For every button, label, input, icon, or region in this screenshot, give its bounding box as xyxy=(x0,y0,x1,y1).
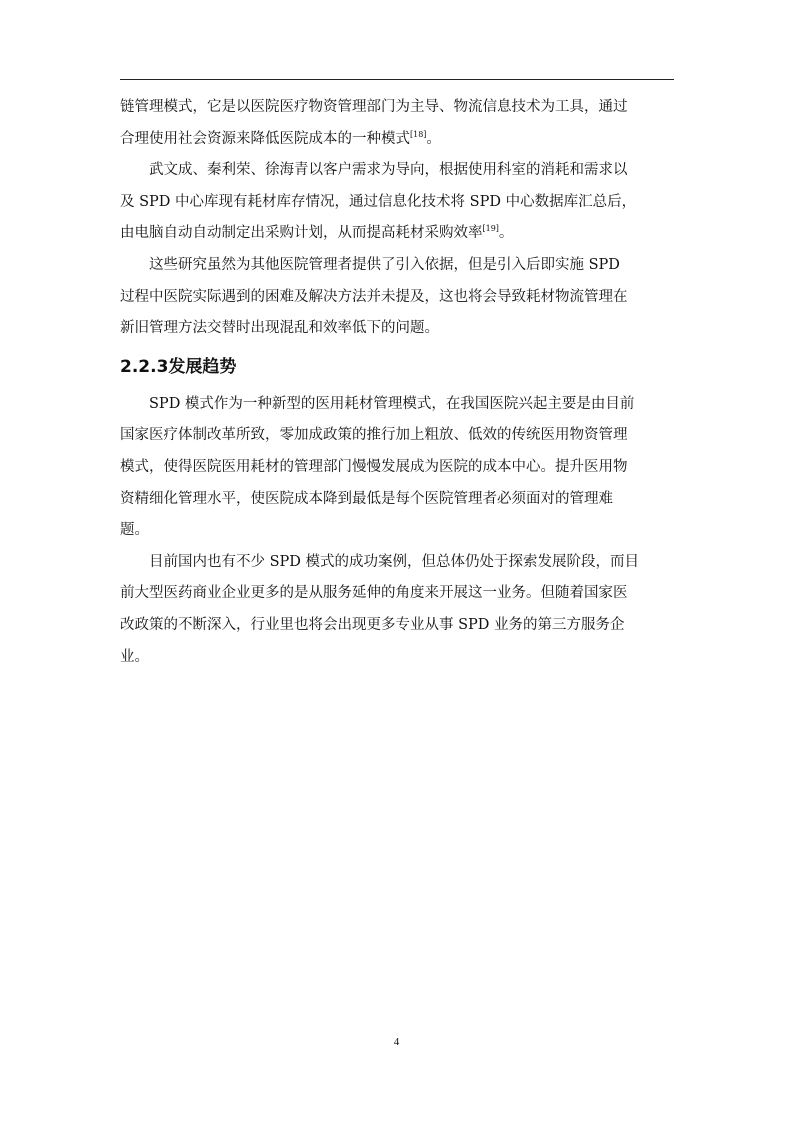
text-line xyxy=(120,578,674,610)
text-line xyxy=(120,642,674,674)
line-text: 模式，使得医院医用耗材的管理部门慢慢发展成为医院的成本中心。提升医用物 xyxy=(120,458,628,475)
citation-reference: [19] xyxy=(482,224,499,234)
text-line xyxy=(120,547,674,579)
document-body xyxy=(120,92,674,673)
paragraph xyxy=(120,250,674,345)
line-text: 新旧管理方法交替时出现混乱和效率低下的问题。 xyxy=(120,320,439,337)
paragraphs-after xyxy=(120,389,674,673)
text-line xyxy=(120,282,674,314)
paragraphs-before xyxy=(120,92,674,345)
text-line xyxy=(120,610,674,642)
line-text: 目前国内也有不少 SPD 模式的成功案例，但总体仍处于探索发展阶段，而目 xyxy=(149,553,640,570)
line-text: 国家医疗体制改革所致，零加成政策的推行加上粗放、低效的传统医用物资管理 xyxy=(120,427,628,444)
line-text: 由电脑自动自动制定出采购计划，从而提高耗材采购效率 xyxy=(120,225,483,242)
section-heading: 2.2.3发展趋势 xyxy=(120,356,237,377)
paragraph xyxy=(120,155,674,250)
paragraph xyxy=(120,547,674,673)
line-text: 过程中医院实际遇到的困难及解决方法并未提及，这也将会导致耗材物流管理在 xyxy=(120,288,628,305)
text-line xyxy=(120,484,674,516)
paragraph xyxy=(120,389,674,547)
line-text: 武文成、秦利荣、徐海青以客户需求为导向，根据使用科室的消耗和需求以 xyxy=(149,162,628,179)
line-text: 及 SPD 中心库现有耗材库存情况，通过信息化技术将 SPD 中心数据库汇总后， xyxy=(120,193,637,210)
text-line xyxy=(120,124,674,156)
citation-reference: [18] xyxy=(410,129,427,139)
line-text: 资精细化管理水平，使医院成本降到最低是每个医院管理者必须面对的管理难 xyxy=(120,490,613,507)
line-text: 前大型医药商业企业更多的是从服务延伸的角度来开展这一业务。但随着国家医 xyxy=(120,585,628,602)
paragraph xyxy=(120,92,674,155)
text-line xyxy=(120,389,674,421)
text-line xyxy=(120,313,674,345)
line-text: 链管理模式，它是以医院医疗物资管理部门为主导、物流信息技术为工具，通过 xyxy=(120,99,628,115)
line-text: 改政策的不断深入，行业里也将会出现更多专业从事 SPD 业务的第三方服务企 xyxy=(120,616,625,633)
line-trailing-punctuation: 。 xyxy=(426,130,441,147)
line-trailing-punctuation: 。 xyxy=(498,225,514,242)
text-line xyxy=(120,187,674,219)
line-text: 业。 xyxy=(120,648,149,665)
text-line xyxy=(120,250,674,282)
line-text: 合理使用社会资源来降低医院成本的一种模式 xyxy=(120,130,410,147)
text-line xyxy=(120,420,674,452)
header-rule xyxy=(120,79,674,80)
text-line xyxy=(120,515,674,547)
line-text: 这些研究虽然为其他医院管理者提供了引入依据，但是引入后即实施 SPD xyxy=(149,256,620,273)
page-number: 4 xyxy=(393,1036,400,1048)
text-line xyxy=(120,92,674,124)
text-line xyxy=(120,452,674,484)
text-line xyxy=(120,155,674,187)
line-text: 题。 xyxy=(120,522,149,539)
text-line xyxy=(120,218,674,250)
line-text: SPD 模式作为一种新型的医用耗材管理模式，在我国医院兴起主要是由目前 xyxy=(149,395,635,412)
